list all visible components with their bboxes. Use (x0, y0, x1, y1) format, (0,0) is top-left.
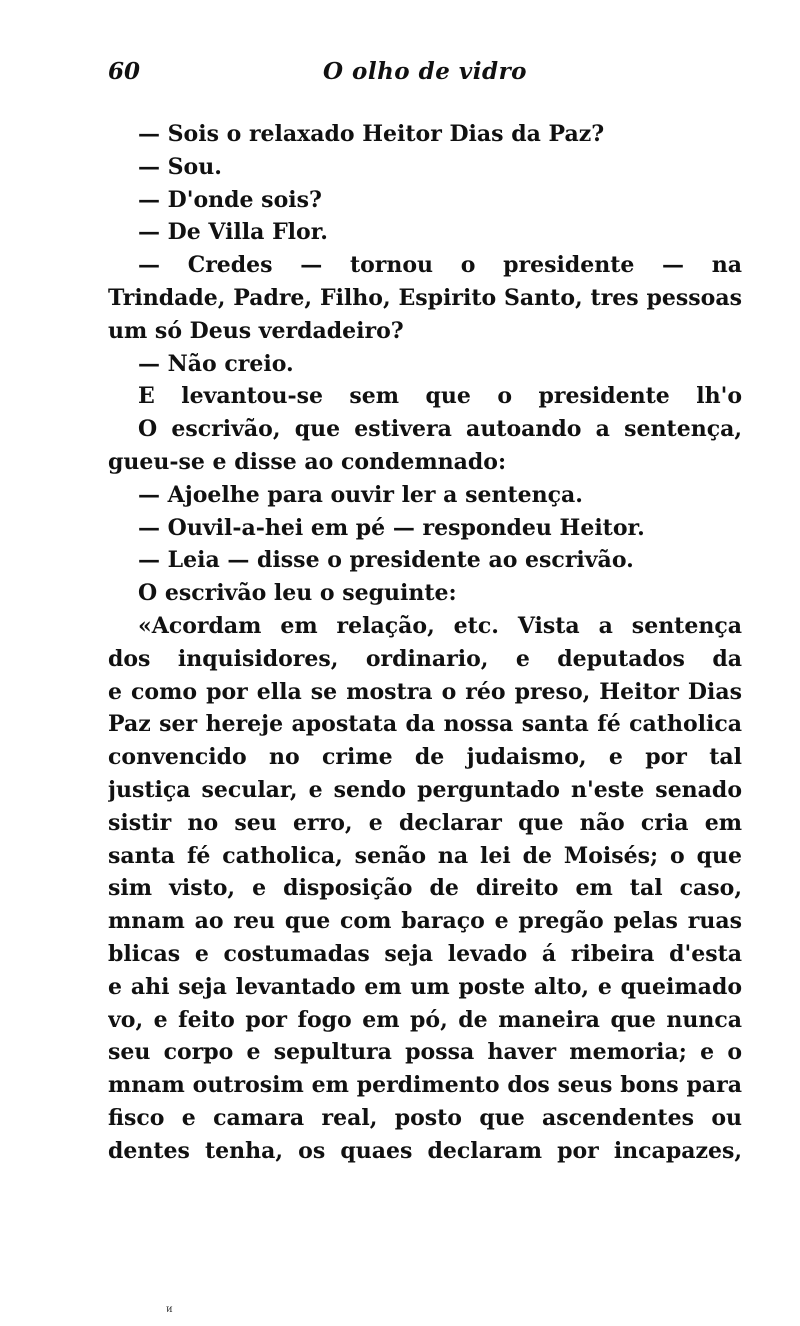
text-line: blicas e costumadas seja levado á ribeira d'esta (108, 940, 742, 967)
text-line: mnam ao reu que com baraço e pregão pelas ruas (108, 908, 742, 935)
text-line: dentes tenha, os quaes declaram por incapazes, (108, 1137, 742, 1164)
text-line: dos inquisidores, ordinario, e deputados da (108, 645, 742, 672)
text-line: Trindade, Padre, Filho, Espirito Santo, tres pessoas (108, 284, 742, 311)
text-line: gueu-se e disse ao condemnado: (108, 448, 507, 475)
text-line: O escrivão leu o seguinte: (138, 580, 457, 607)
folio-mark: ᴎ (166, 1304, 173, 1315)
text-line: E levantou-se sem que o presidente lh'o (138, 383, 742, 410)
text-line: — Não creio. (138, 350, 294, 377)
text-line: — Sou. (138, 153, 222, 180)
text-line: mnam outrosim em perdimento dos seus bons para (108, 1072, 742, 1099)
text-line: santa fé catholica, senão na lei de Moisés; o que (108, 842, 742, 869)
text-line: O escrivão, que estivera autoando a sentença, (138, 416, 742, 443)
text-line: sistir no seu erro, e declarar que não cria em (108, 809, 742, 836)
text-line: seu corpo e sepultura possa haver memoria; e o (108, 1039, 742, 1066)
text-line: e ahi seja levantado em um poste alto, e queimado (108, 973, 742, 1000)
text-line: — Leia — disse o presidente ao escrivão. (138, 547, 634, 574)
text-line: — Sois o relaxado Heitor Dias da Paz? (138, 121, 605, 147)
text-line: e como por ella se mostra o réo preso, Heitor Dias (108, 678, 742, 705)
text-line: — Ouvil-a-hei em pé — respondeu Heitor. (138, 514, 645, 541)
text-line: Paz ser hereje apostata da nossa santa fé catholica (108, 711, 742, 738)
body-text (108, 118, 742, 1168)
text-line: — Ajoelhe para ouvir ler a sentença. (138, 481, 583, 508)
text-line: — De Villa Flor. (138, 219, 328, 246)
page-number: 60 (108, 58, 141, 85)
text-line: fisco e camara real, posto que ascendentes ou (108, 1104, 742, 1131)
page-header (108, 58, 742, 94)
text-line: — Credes — tornou o presidente — na (138, 252, 742, 279)
text-line: vo, e feito por fogo em pó, de maneira que nunca (108, 1006, 742, 1033)
text-line: — D'onde sois? (138, 186, 322, 213)
text-line: sim visto, e disposição de direito em tal caso, (108, 875, 742, 902)
text-line: um só Deus verdadeiro? (108, 317, 404, 344)
text-line: justiça secular, e sendo perguntado n'este senado (108, 776, 742, 803)
running-title: O olho de vidro (322, 58, 528, 85)
text-line: «Acordam em relação, etc. Vista a sentença (138, 612, 742, 639)
text-line: convencido no crime de judaismo, e por tal (108, 744, 742, 771)
